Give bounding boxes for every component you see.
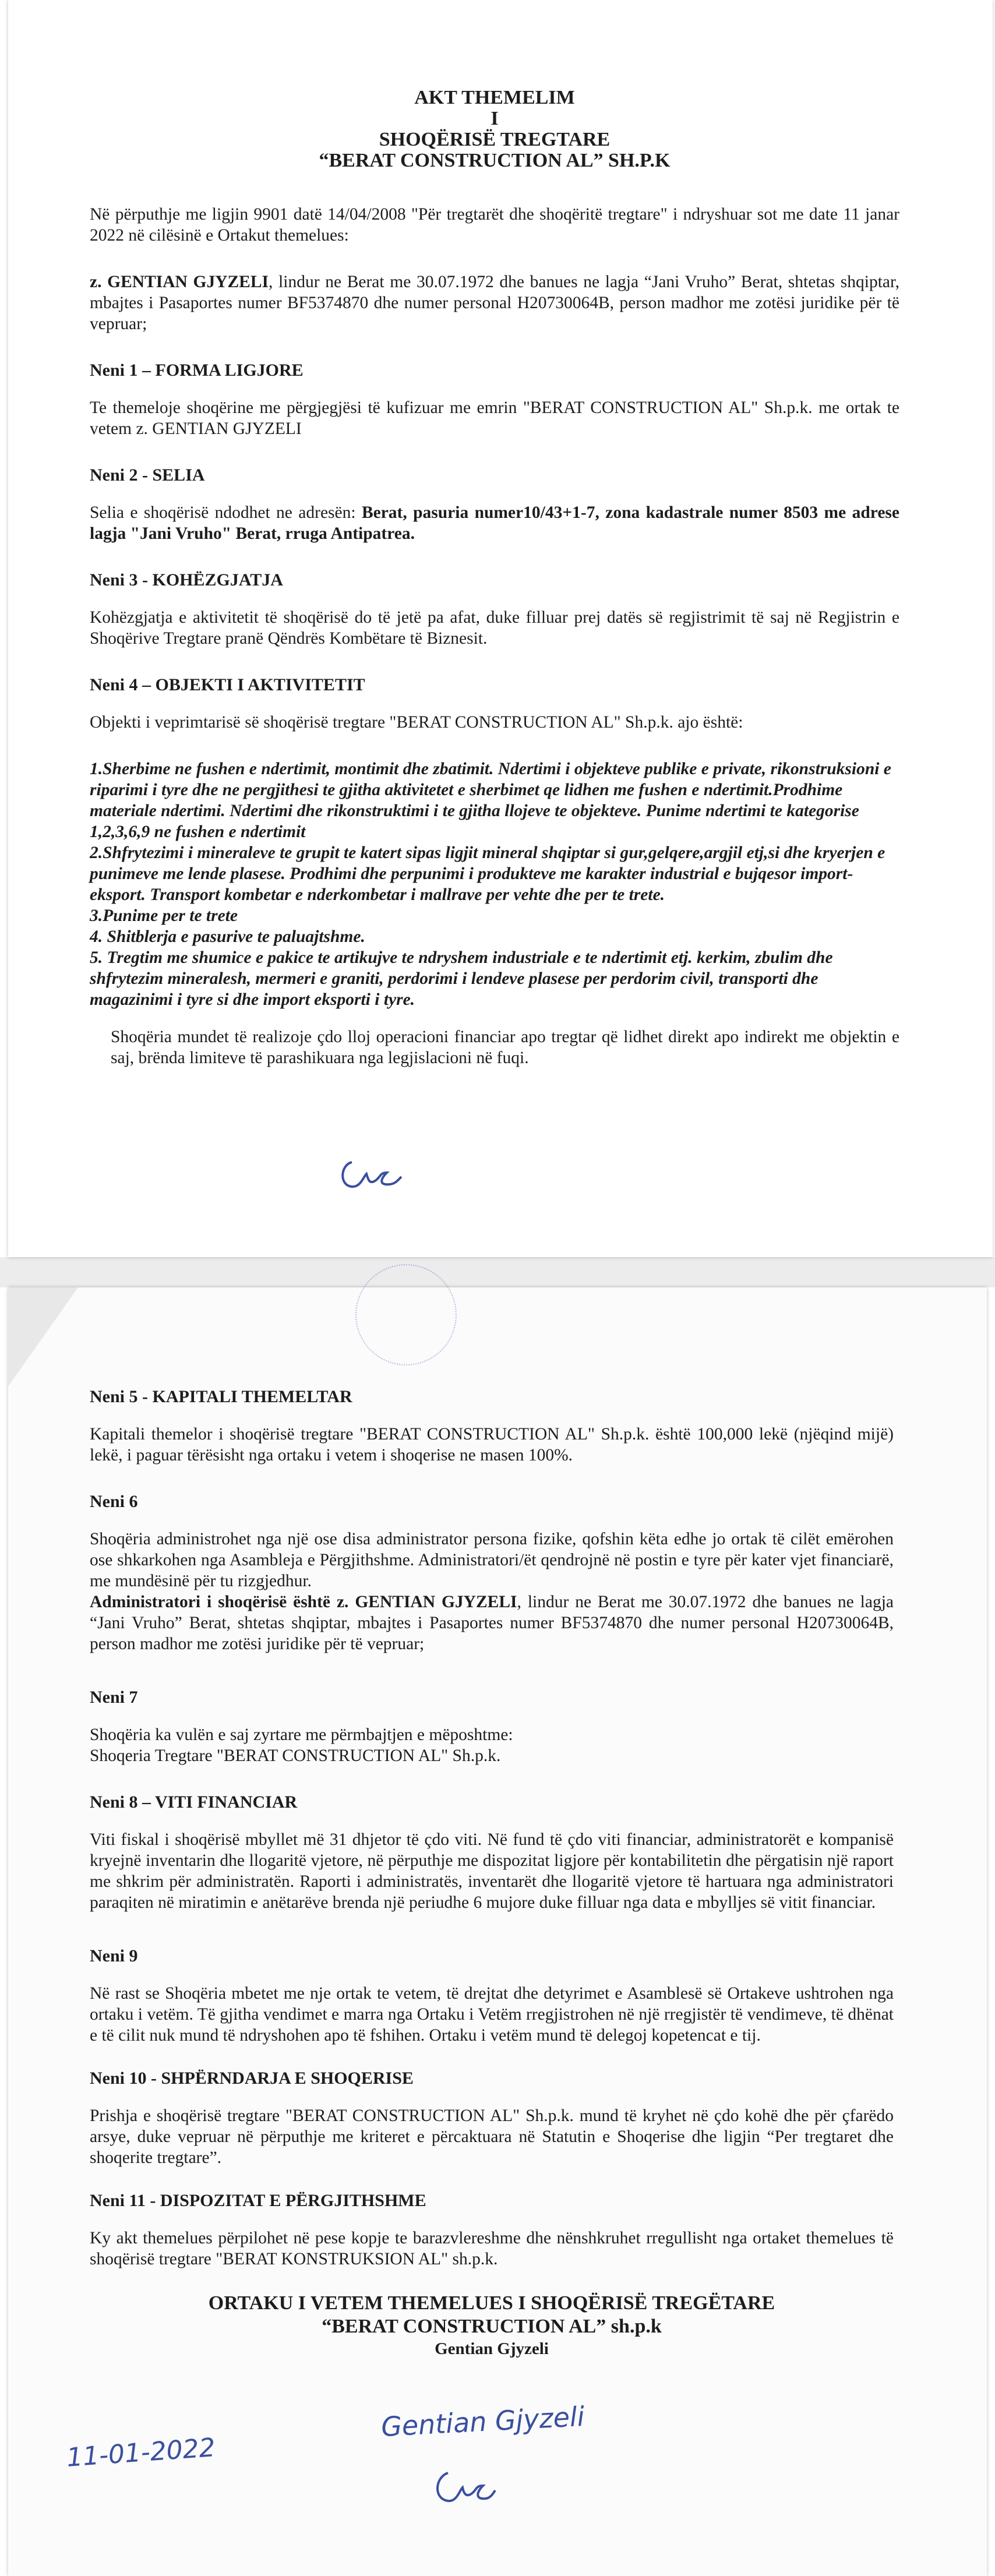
title-line-3: SHOQËRISË TREGTARE: [379, 129, 611, 150]
object-item-2: 2.Shfrytezimi i mineraleve te grupit te katert sipas ligjit mineral shqiptar si gur,gelqere,argjil etj,si dhe kryerjen e punimeve me lende plasese. Prodhimi dhe perpunimi i produkteve me karakter industrial e bujqesor import-eksport. Transport kombetar e nderkombetar i mallrave per vehte dhe per te trete.: [90, 844, 885, 904]
neni-2-address-label: Selia e shoqërisë ndodhet ne adresën:: [90, 503, 362, 522]
neni-8-heading: Neni 8 – VITI FINANCIAR: [90, 1792, 298, 1812]
handwritten-signature-name: Gentian Gjyzeli: [380, 2400, 585, 2443]
administrator-name: Administratori i shoqërisë është z. GENTIAN GJYZELI: [90, 1593, 517, 1611]
administrator-details: , lindur ne Berat me 30.07.1972 dhe banues ne lagja “Jani Vruho” Berat, shtetas shqiptar, mbajtes i Pasaportes numer BF5374870 dhe numer personal H20730064B, person madhor me zotësi juridike për të vepruar;: [90, 1593, 894, 1653]
neni-1-heading: Neni 1 – FORMA LIGJORE: [90, 361, 304, 380]
neni-9-heading: Neni 9: [90, 1946, 138, 1965]
title-line-4: “BERAT CONSTRUCTION AL” SH.P.K: [319, 150, 671, 171]
neni-4-heading: Neni 4 – OBJEKTI I AKTIVITETIT: [90, 675, 365, 694]
object-item-4: 4. Shitblerja e pasurive te paluajtshme.: [90, 927, 365, 946]
neni-4-intro: Objekti i veprimtarisë së shoqërisë tregtare "BERAT CONSTRUCTION AL" Sh.p.k. ajo është:: [90, 713, 743, 732]
document-page-1: [8, 0, 993, 1257]
neni-8-text: Viti fiskal i shoqërisë mbyllet më 31 dhjetor të çdo viti. Në fund të çdo viti financiar, administratorët e kompanisë kryejnë inventarin dhe llogaritë vjetore, në përputhje me dispozitat ligjore për kontabilitetin dhe përgatisin një raport me shkrim për administratën. Raporti i administratës, inventarët dhe llogaritë vjetore të hartuara nga administratori paraqiten në miratimin e anëtarëve brenda një periudhe 6 mujore duke filluar nga data e mbylljes së vitit financiar.: [90, 1830, 894, 1912]
page-gap: [0, 1257, 995, 1287]
neni-11-heading: Neni 11 - DISPOZITAT E PËRGJITHSHME: [90, 2191, 426, 2210]
intro-paragraph: Në përputhje me ligjin 9901 datë 14/04/2008 "Për tregtarët dhe shoqëritë tregtare" i ndryshuar sot me date 11 janar 2022 në cilësinë e Ortakut themelues:: [90, 205, 899, 245]
neni-9-text: Në rast se Shoqëria mbetet me nje ortak te vetem, të drejtat dhe detyrimet e Asamblesë së Ortakeve ushtrohen nga ortaku i vetëm. Të gjitha vendimet e marra nga Ortaku i Vetëm rregjistrohen në një rregjistër të vendimeve, të dhënat e të cilit nuk mund të ndryshohen apo të fshihen. Ortaku i vetëm mund të delegoj kopetencat e tij.: [90, 1984, 894, 2045]
neni-1-text: Te themeloje shoqërine me përgjegjësi të kufizuar me emrin "BERAT CONSTRUCTION AL" Sh.p.k. me ortak te vetem z. GENTIAN GJYZELI: [90, 398, 899, 438]
handwritten-date: 11-01-2022: [65, 2433, 217, 2473]
neni-4-closing: Shoqëria mundet të realizoje çdo lloj operacioni financiar apo tregtar që lidhet direkt apo indirekt me objektin e saj, brënda limiteve të parashikuara nga legjislacioni në fuqi.: [111, 1028, 899, 1067]
founder-name: z. GENTIAN GJYZELI: [90, 273, 269, 291]
title-line-1: AKT THEMELIM: [414, 87, 575, 108]
footer-founder-name: Gentian Gjyzeli: [435, 2339, 549, 2358]
title-line-2: I: [491, 108, 499, 129]
neni-10-heading: Neni 10 - SHPËRNDARJA E SHOQERISE: [90, 2069, 414, 2088]
neni-5-heading: Neni 5 - KAPITALI THEMELTAR: [90, 1387, 352, 1406]
footer-title-line-1: ORTAKU I VETEM THEMELUES I SHOQËRISË TREGËTARE: [208, 2292, 775, 2314]
object-item-5: 5. Tregtim me shumice e pakice te artikujve te ndryshem industriale e te ndertimit etj. kerkim, zbulim dhe shfrytezim mineralesh, mermeri e graniti, perdorimi i lendeve plasese per perdorim civil, transporti dhe magazinimi i tyre si dhe import eksporti i tyre.: [90, 948, 833, 1009]
neni-7-heading: Neni 7: [90, 1688, 138, 1707]
faint-stamp: [355, 1264, 457, 1365]
folded-corner: [8, 1287, 78, 1386]
neni-6-text: Shoqëria administrohet nga një ose disa administrator persona fizike, qofshin këta edhe jo ortak të cilët emërohen ose shkarkohen nga Asambleja e Përgjithshme. Administratori/ët qendrojnë në postin e tyre për kater vjet financiarë, me mundësinë për tu rizgjedhur.: [90, 1530, 894, 1590]
neni-2-heading: Neni 2 - SELIA: [90, 465, 205, 485]
founder-details: , lindur ne Berat me 30.07.1972 dhe banues ne lagja “Jani Vruho” Berat, shtetas shqiptar, mbajtes i Pasaportes numer BF5374870 dhe numer personal H20730064B, person madhor me zotësi juridike për të vepruar;: [90, 273, 899, 333]
object-item-3: 3.Punime per te trete: [90, 906, 238, 925]
founder-paragraph: [90, 271, 899, 334]
neni-2-text: [90, 502, 899, 544]
neni-10-text: Prishja e shoqërisë tregtare "BERAT CONSTRUCTION AL" Sh.p.k. mund të kryhet në çdo kohë dhe për çfarëdo arsye, duke vepruar në përputhje me kriteret e përcaktuara në Statutin e Shoqerise dhe ligjin “Per tregtaret dhe shoqerite tregtare”.: [90, 2106, 894, 2167]
page-1-content: [90, 87, 899, 1068]
object-item-1: 1.Sherbime ne fushen e ndertimit, montimit dhe zbatimit. Ndertimi i objekteve publike e private, rikonstruksioni e riparimi i tyre dhe ne pergjithesi te gjitha aktivitetet e sherbimet qe lidhen me fushen e ndertimit.Prodhime materiale ndertimi. Ndertimi dhe rikonstruktimi i te gjitha llojeve te objekteve. Punime ndertimi te kategorise 1,2,3,6,9 ne fushen e ndertimit: [90, 760, 891, 841]
neni-11-text: Ky akt themelues përpilohet në pese kopje te barazvlereshme dhe nënshkruhet rregullisht nga ortaket themelues të shoqërisë tregtare "BERAT KONSTRUKSION AL" sh.p.k.: [90, 2229, 894, 2268]
neni-7-text-2: Shoqeria Tregtare "BERAT CONSTRUCTION AL" Sh.p.k.: [90, 1746, 501, 1765]
page-2-content: [90, 1386, 894, 2359]
signature-initials-page-1: [334, 1151, 404, 1197]
footer-title-line-2: “BERAT CONSTRUCTION AL” sh.p.k: [322, 2316, 662, 2337]
neni-6-heading: Neni 6: [90, 1492, 138, 1511]
neni-2-address: Berat, pasuria numer10/43+1-7, zona kadastrale numer 8503 me adrese lagja "Jani Vruho" Berat, rruga Antipatrea.: [90, 503, 899, 543]
neni-6-administrator: [90, 1592, 894, 1654]
neni-7-text-1: Shoqëria ka vulën e saj zyrtare me përmbajtjen e mëposhtme:: [90, 1725, 513, 1744]
document-page-2: [8, 1287, 987, 2576]
neni-3-text: Kohëzgjatja e aktivitetit të shoqërisë do të jetë pa afat, duke filluar prej datës së regjistrimit të saj në Regjistrin e Shoqërive Tregtare pranë Qëndrës Kombëtare të Biznesit.: [90, 608, 899, 648]
signature-initials-page-2: [428, 2461, 498, 2514]
neni-5-text: Kapitali themelor i shoqërisë tregtare "BERAT CONSTRUCTION AL" Sh.p.k. është 100,000 lekë (njëqind mijë) lekë, i paguar tërësisht nga ortaku i vetem i shoqerise ne masen 100%.: [90, 1425, 894, 1465]
neni-3-heading: Neni 3 - KOHËZGJATJA: [90, 570, 283, 590]
